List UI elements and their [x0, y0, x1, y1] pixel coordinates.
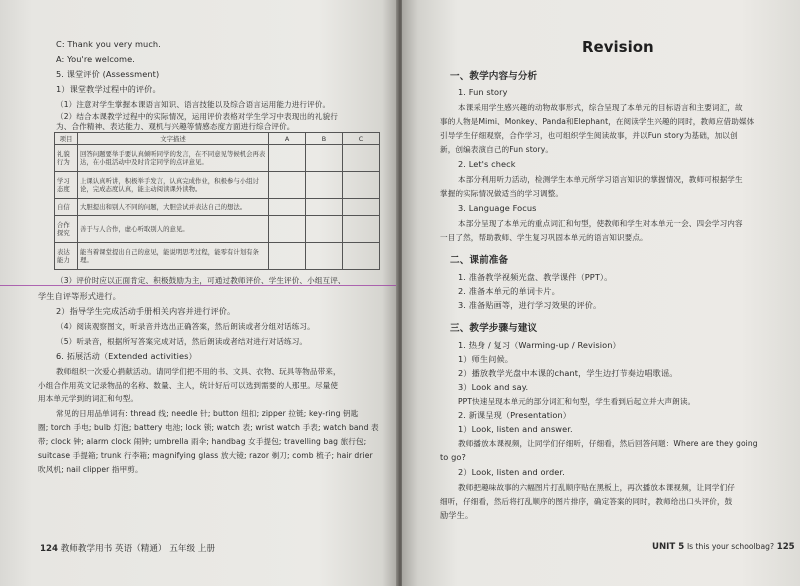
- table-cell-item: 合作探究: [55, 216, 78, 243]
- left-line: （3）评价时应以正面肯定、积极鼓励为主，可通过教师评价、学生评价、小组互评、: [56, 276, 346, 285]
- right-line: PPT快速呈现本单元的部分词汇和句型，学生看到后起立并大声朗读。: [458, 397, 696, 406]
- table-cell-desc: 上课认真听讲，积极举手发言，认真完成作业，积极参与小组讨论，完成态度认真，能主动阅读课外读物。: [78, 172, 269, 199]
- left-line: （1）注意对学生掌握本课语言知识、语言技能以及综合语言运用能力进行评价。: [56, 100, 331, 109]
- table-row: [55, 216, 380, 243]
- table-cell: [306, 243, 343, 270]
- table-header: C: [343, 133, 380, 145]
- right-line: 细听，仔细看，然后将打乱顺序的图片排序，确定答案的同时，教师给出口头评价，鼓: [440, 497, 733, 506]
- left-line: 6. 拓展活动（Extended activities）: [56, 351, 197, 361]
- section-title: Revision: [582, 38, 654, 56]
- right-line: 2. 新课呈现（Presentation）: [458, 410, 572, 420]
- left-line: suitcase 手提箱; trunk 行李箱; magnifying glass 放大镜; razor 剃刀; comb 梳子; hair drier: [38, 451, 373, 460]
- table-cell-item: 表达能力: [55, 243, 78, 270]
- left-page: [0, 0, 398, 586]
- page-number: 124: [40, 544, 58, 554]
- left-line: 学生自评等形式进行。: [38, 291, 121, 301]
- right-line: 1）Look, listen and answer.: [458, 424, 573, 434]
- table-row: [55, 172, 380, 199]
- right-line: 3）Look and say.: [458, 382, 529, 392]
- table-header-row: [55, 133, 380, 145]
- right-line: 2）播放教学光盘中本课的chant，学生边打节奏边唱歌谣。: [458, 368, 678, 378]
- table-header: B: [306, 133, 343, 145]
- left-line: 为、合作精神、表达能力、观机与兴趣等情感态度方面进行综合评价。: [56, 122, 295, 131]
- left-line: C: Thank you very much.: [56, 39, 161, 49]
- left-line: 5. 课堂评价 (Assessment): [56, 69, 160, 79]
- table-cell: [306, 199, 343, 216]
- table-row: [55, 199, 380, 216]
- left-line: （4）阅读观察图文，听录音并选出正确答案，然后朗读或者分组对话练习。: [56, 322, 315, 331]
- right-line: 2. 准备本单元的单词卡片。: [458, 286, 560, 296]
- right-line: 励学生。: [440, 510, 474, 520]
- right-line: 教师播放本课视频，让同学们仔细听，仔细看，然后回答问题：Where are they going: [458, 439, 758, 448]
- page-number: 125: [776, 542, 795, 552]
- right-line: 1）师生问候。: [458, 354, 514, 364]
- right-line: 1. Fun story: [458, 87, 508, 97]
- right-line: 3. Language Focus: [458, 203, 537, 213]
- left-footer: [40, 542, 215, 554]
- right-page: [402, 0, 800, 586]
- footer-book-title: 教师教学用书 英语（精通） 五年级 上册: [60, 544, 215, 554]
- left-line: 带; clock 钟; alarm clock 闹钟; umbrella 雨伞; handbag 女手提包; travelling bag 旅行包;: [38, 437, 367, 446]
- left-line: 常见的日用品单词有: thread 线; needle 针; button 纽扣; zipper 拉链; key-ring 钥匙: [56, 409, 359, 418]
- table-cell: [343, 216, 380, 243]
- table-cell: [343, 243, 380, 270]
- table-cell-item: 礼貌行为: [55, 145, 78, 172]
- table-cell-desc: 能当着课堂提出自己的意见，能说明思考过程，能零有计划有条理。: [78, 243, 269, 270]
- section-heading: 二、课前准备: [450, 255, 509, 266]
- table-row: [55, 145, 380, 172]
- left-line: 吹风机; nail clipper 指甲剪。: [38, 465, 143, 474]
- footer-unit-title: Is this your schoolbag?: [686, 542, 774, 551]
- left-line: A: You're welcome.: [56, 54, 135, 64]
- table-cell-desc: 回答问题要举手要认真倾听同学的发言，在不同意见等候机会再表达，在小组活动中及时肯定同学的点评意见。: [78, 145, 269, 172]
- right-line: 本部分呈现了本单元的重点词汇和句型，使教师和学生对本单元一会、四会学习内容: [458, 219, 743, 228]
- table-cell: [343, 199, 380, 216]
- left-line: 圈; torch 手电; bulb 灯泡; battery 电池; lock 锁; watch 表; wrist watch 手表; watch band 表: [38, 423, 379, 432]
- table-cell: [269, 216, 306, 243]
- left-line: （2）结合本课教学过程中的实际情况，运用评价表格对学生学习中表现出的礼貌行: [56, 112, 338, 121]
- table-cell: [306, 172, 343, 199]
- right-line: 一目了然，帮助教师、学生复习巩固本单元的语言知识要点。: [440, 233, 648, 242]
- left-line: 2）指导学生完成活动手册相关内容并进行评价。: [56, 306, 236, 316]
- table-cell: [269, 243, 306, 270]
- right-line: 3. 准备贴画等，进行学习效果的评价。: [458, 300, 602, 310]
- footer-unit: UNIT 5: [652, 542, 685, 552]
- table-header: 项目: [55, 133, 78, 145]
- section-heading: 三、教学步骤与建议: [450, 323, 538, 334]
- table-cell: [269, 172, 306, 199]
- table-cell: [269, 145, 306, 172]
- right-line: 2）Look, listen and order.: [458, 467, 565, 477]
- right-line: 教师把趣味故事的六幅图片打乱顺序贴在黑板上，再次播放本课视频，让同学们仔: [458, 483, 735, 492]
- right-line: 掌握的实际情况做适当的学习调整。: [440, 189, 564, 198]
- table-cell: [343, 145, 380, 172]
- table-header: A: [269, 133, 306, 145]
- left-line: 1）课堂教学过程中的评价。: [56, 84, 161, 94]
- left-line: 教师组织一次爱心捐献活动。请同学们把不用的书、文具、衣物、玩具等物品带来，: [56, 367, 341, 376]
- right-line: 新，创编表演自己的Fun story。: [440, 145, 554, 154]
- table-cell-desc: 善于与人合作，虚心听取别人的意见。: [78, 216, 269, 243]
- right-line: 2. Let's check: [458, 159, 516, 169]
- right-line: 1. 准备教学视频光盘、教学课件（PPT）。: [458, 272, 613, 282]
- left-line: 小组合作用英文记录物品的名称、数量、主人，统计好后可以选到需要的人那里。尽量使: [38, 381, 339, 390]
- right-line: 事的人物是Mimi、Monkey、Panda和Elephant，在阅读学生兴趣的同时，教师应借助媒体: [440, 117, 755, 126]
- right-line: to go?: [440, 452, 466, 462]
- table-row: [55, 243, 380, 270]
- table-cell-item: 学习态度: [55, 172, 78, 199]
- table-cell: [343, 172, 380, 199]
- right-line: 本部分利用听力活动，检测学生本单元所学习语言知识的掌握情况，教师可根据学生: [458, 175, 743, 184]
- table-cell: [269, 199, 306, 216]
- right-line: 引导学生仔细观察，合作学习，也可组织学生阅读故事，并以Fun story为基础，加以创: [440, 131, 738, 140]
- right-footer: [652, 542, 795, 552]
- table-cell: [306, 216, 343, 243]
- table-cell-desc: 大胆提出和别人不同的问题，大胆尝试并表达自己的想法。: [78, 199, 269, 216]
- evaluation-table: [54, 132, 380, 270]
- right-line: 1. 热身 / 复习（Warming-up / Revision）: [458, 340, 621, 350]
- section-heading: 一、教学内容与分析: [450, 71, 538, 82]
- right-line: 本课采用学生感兴趣的动物故事形式，综合呈现了本单元的目标语言和主要词汇，故: [458, 103, 743, 112]
- left-line: （5）听录音，根据所写答案完成对话，然后朗读或者结对进行对话练习。: [56, 337, 308, 346]
- table-header: 文字描述: [78, 133, 269, 145]
- table-cell: [306, 145, 343, 172]
- left-line: 用本单元学到的词汇和句型。: [38, 394, 139, 403]
- table-cell-item: 自信: [55, 199, 78, 216]
